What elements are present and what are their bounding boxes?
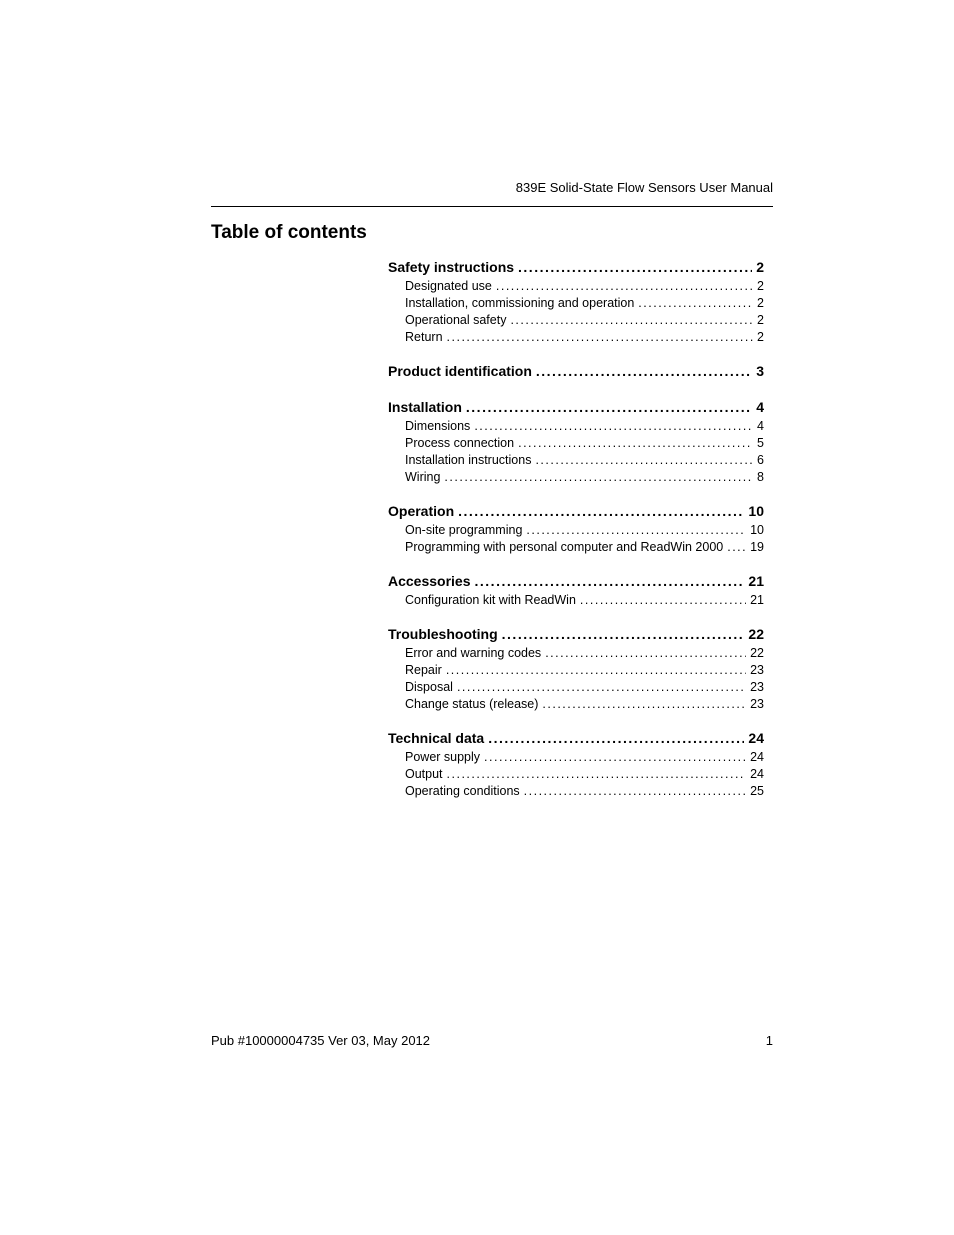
toc-section-entry[interactable]: [388, 573, 764, 593]
toc-subsection-entry[interactable]: [388, 593, 764, 610]
toc-subsection-entry-page: 23: [750, 680, 764, 694]
toc-subsection-entry-title: Programming with personal computer and ReadWin 2000: [405, 540, 724, 554]
dot-leader: [496, 279, 753, 293]
dot-leader: [727, 540, 746, 554]
toc-subsection-entry-page: 2: [757, 313, 764, 327]
toc-subsection-entry[interactable]: [388, 419, 764, 436]
toc-subsection-entry-page: 2: [757, 330, 764, 344]
toc-subsection-entry-page: 19: [750, 540, 764, 554]
toc-subsection-entry[interactable]: [388, 436, 764, 453]
toc-subsection-entry-title: Installation instructions: [405, 453, 532, 467]
toc-subsection-entry[interactable]: [388, 767, 764, 784]
toc-subsection-entry-page: 23: [750, 697, 764, 711]
toc-section-entry-page: 22: [748, 626, 764, 642]
toc-subsection-entry[interactable]: [388, 540, 764, 557]
toc-subsection-entry[interactable]: [388, 313, 764, 330]
dot-leader: [475, 573, 745, 589]
toc-subsection-entry-page: 8: [757, 470, 764, 484]
publication-info: Pub #10000004735 Ver 03, May 2012: [211, 1033, 431, 1048]
dot-leader: [488, 730, 744, 746]
dot-leader: [457, 680, 746, 694]
toc-subsection-entry-title: Repair: [405, 663, 442, 677]
dot-leader: [518, 436, 753, 450]
table-of-contents: [388, 259, 764, 817]
toc-section: [388, 363, 764, 383]
toc-section: [388, 730, 764, 801]
toc-subsection-entry-page: 10: [750, 523, 764, 537]
toc-section-entry-title: Product identification: [388, 363, 532, 379]
toc-section-entry-page: 2: [756, 259, 764, 275]
toc-subsection-entry[interactable]: [388, 784, 764, 801]
toc-subsection-entry-page: 5: [757, 436, 764, 450]
toc-section-entry-page: 10: [748, 503, 764, 519]
toc-section-entry-title: Technical data: [388, 730, 485, 746]
dot-leader: [447, 767, 747, 781]
toc-subsection-entry[interactable]: [388, 330, 764, 347]
dot-leader: [502, 626, 745, 642]
document-title: 839E Solid-State Flow Sensors User Manual: [515, 180, 773, 195]
toc-subsection-entry[interactable]: [388, 523, 764, 540]
toc-section-entry[interactable]: [388, 399, 764, 419]
dot-leader: [446, 663, 746, 677]
dot-leader: [545, 646, 746, 660]
toc-subsection-entry[interactable]: [388, 697, 764, 714]
toc-subsection-entry-page: 24: [750, 767, 764, 781]
toc-subsection-entry[interactable]: [388, 453, 764, 470]
dot-leader: [466, 399, 752, 415]
toc-subsection-entry[interactable]: [388, 750, 764, 767]
dot-leader: [526, 523, 746, 537]
toc-section: [388, 573, 764, 610]
toc-subsection-entry-page: 22: [750, 646, 764, 660]
toc-section-entry[interactable]: [388, 730, 764, 750]
toc-section-entry[interactable]: [388, 626, 764, 646]
toc-subsection-entry-title: Configuration kit with ReadWin: [405, 593, 576, 607]
toc-subsection-entry-title: Dimensions: [405, 419, 471, 433]
toc-section: [388, 626, 764, 714]
toc-section-entry-page: 21: [748, 573, 764, 589]
toc-section-entry-title: Operation: [388, 503, 455, 519]
toc-section-entry[interactable]: [388, 259, 764, 279]
toc-subsection-entry-page: 2: [757, 296, 764, 310]
toc-section: [388, 259, 764, 347]
dot-leader: [510, 313, 753, 327]
toc-subsection-entry-title: On-site programming: [405, 523, 523, 537]
toc-subsection-entry-title: Process connection: [405, 436, 515, 450]
toc-subsection-entry-page: 25: [750, 784, 764, 798]
toc-subsection-entry-title: Operational safety: [405, 313, 507, 327]
page-header: [211, 178, 773, 207]
dot-leader: [524, 784, 746, 798]
toc-section: [388, 399, 764, 487]
toc-subsection-entry-title: Wiring: [405, 470, 441, 484]
toc-section-entry-title: Safety instructions: [388, 259, 515, 275]
toc-section-entry-page: 4: [756, 399, 764, 415]
toc-subsection-entry-title: Installation, commissioning and operation: [405, 296, 635, 310]
dot-leader: [518, 259, 752, 275]
dot-leader: [458, 503, 744, 519]
toc-heading: Table of contents: [211, 222, 367, 243]
toc-section-entry-title: Installation: [388, 399, 462, 415]
toc-subsection-entry-page: 23: [750, 663, 764, 677]
toc-subsection-entry[interactable]: [388, 279, 764, 296]
dot-leader: [542, 697, 746, 711]
toc-subsection-entry-title: Power supply: [405, 750, 481, 764]
dot-leader: [447, 330, 754, 344]
toc-subsection-entry[interactable]: [388, 646, 764, 663]
toc-subsection-entry-title: Return: [405, 330, 443, 344]
toc-subsection-entry-title: Designated use: [405, 279, 492, 293]
toc-subsection-entry[interactable]: [388, 296, 764, 313]
toc-section-entry-page: 3: [756, 363, 764, 379]
dot-leader: [536, 363, 752, 379]
dot-leader: [474, 419, 753, 433]
toc-section-entry-page: 24: [748, 730, 764, 746]
toc-subsection-entry-title: Output: [405, 767, 443, 781]
toc-section-entry-title: Accessories: [388, 573, 471, 589]
toc-section-entry[interactable]: [388, 363, 764, 383]
toc-subsection-entry-page: 21: [750, 593, 764, 607]
toc-section-entry-title: Troubleshooting: [388, 626, 498, 642]
toc-subsection-entry-page: 6: [757, 453, 764, 467]
dot-leader: [580, 593, 746, 607]
toc-subsection-entry[interactable]: [388, 663, 764, 680]
dot-leader: [484, 750, 746, 764]
dot-leader: [444, 470, 753, 484]
toc-section-entry[interactable]: [388, 503, 764, 523]
toc-subsection-entry-page: 24: [750, 750, 764, 764]
toc-subsection-entry-title: Error and warning codes: [405, 646, 542, 660]
toc-subsection-entry-page: 2: [757, 279, 764, 293]
toc-subsection-entry-title: Disposal: [405, 680, 453, 694]
dot-leader: [535, 453, 753, 467]
toc-section: [388, 503, 764, 557]
dot-leader: [638, 296, 753, 310]
toc-subsection-entry[interactable]: [388, 680, 764, 697]
toc-subsection-entry[interactable]: [388, 470, 764, 487]
page-number: 1: [765, 1033, 773, 1048]
toc-subsection-entry-title: Operating conditions: [405, 784, 520, 798]
toc-subsection-entry-title: Change status (release): [405, 697, 539, 711]
toc-subsection-entry-page: 4: [757, 419, 764, 433]
